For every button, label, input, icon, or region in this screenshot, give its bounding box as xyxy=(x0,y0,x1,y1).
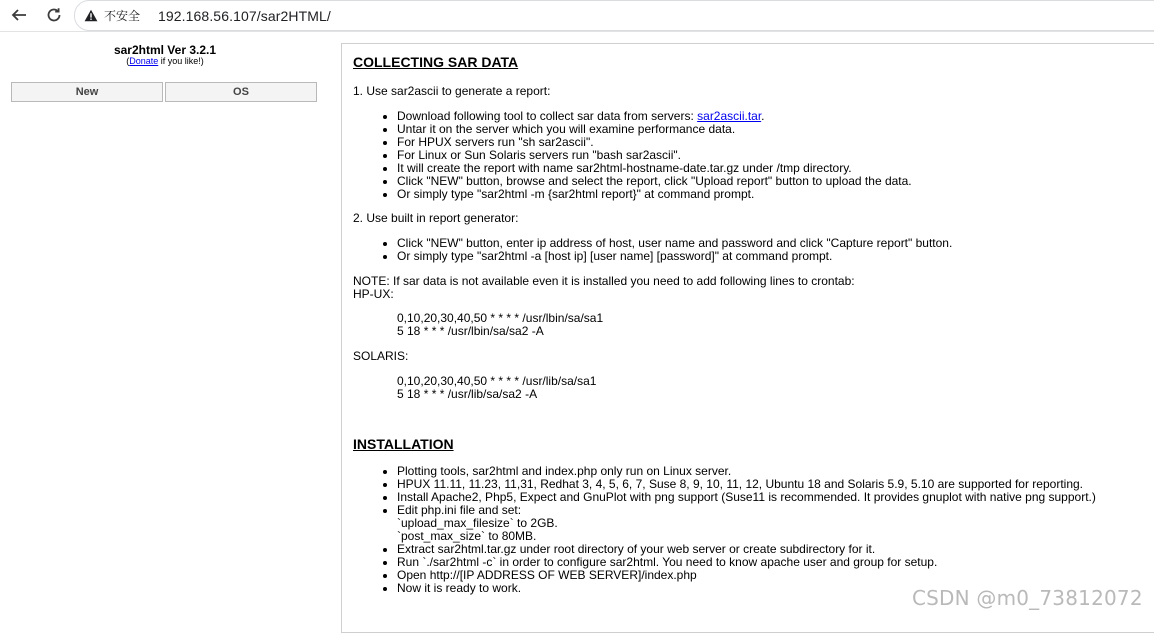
collecting-heading: COLLECTING SAR DATA xyxy=(353,54,519,70)
warning-triangle-icon[interactable] xyxy=(84,9,98,23)
browser-toolbar xyxy=(0,0,1154,32)
step1-list xyxy=(353,110,912,201)
solaris-label: SOLARIS: xyxy=(353,349,409,363)
installation-list xyxy=(353,465,1096,595)
reload-button[interactable] xyxy=(41,3,67,27)
list-item: • Plotting tools, sar2html and index.php only run on Linux server. xyxy=(397,465,1096,478)
list-item: • Edit php.ini file and set: `upload_max_filesize` to 2GB. `post_max_size` to 80MB. xyxy=(397,504,1096,543)
url-text[interactable]: 192.168.56.107/sar2HTML/ xyxy=(158,7,331,24)
back-button[interactable] xyxy=(6,3,32,27)
list-item: • Click "NEW" button, browse and select the report, click "Upload report" button to upload the data. xyxy=(397,175,912,188)
watermark: CSDN @m0_73812072 xyxy=(912,586,1143,610)
installation-heading: INSTALLATION xyxy=(353,436,454,452)
list-item: • It will create the report with name sar2html-hostname-date.tar.gz under /tmp directory. xyxy=(397,162,912,175)
list-item: • Or simply type "sar2html -m {sar2html report}" at command prompt. xyxy=(397,188,912,201)
list-item: • Run `./sar2html -c` in order to configure sar2html. You need to know apache user and group for setup. xyxy=(397,556,1096,569)
list-item: • HPUX 11.11, 11.23, 11,31, Redhat 3, 4, 5, 6, 7, Suse 8, 9, 10, 11, 12, Ubuntu 18 and Solaris 5.9, 5.10 are supported for reporting. xyxy=(397,478,1096,491)
donate-line: (Donate if you like!) xyxy=(126,56,204,66)
app-title: sar2html Ver 3.2.1 xyxy=(113,43,217,57)
solaris-crontab: 0,10,20,30,40,50 * * * * /usr/lib/sa/sa1 5 18 * * * /usr/lib/sa/sa2 -A xyxy=(397,374,597,401)
list-item: • Untar it on the server which you will examine performance data. xyxy=(397,123,912,136)
list-item: • For Linux or Sun Solaris servers run "bash sar2ascii". xyxy=(397,149,912,162)
step1-text: 1. Use sar2ascii to generate a report: xyxy=(353,84,551,98)
donate-link[interactable]: Donate xyxy=(129,56,159,66)
list-item: • Now it is ready to work. xyxy=(397,582,1096,595)
list-item: • Install Apache2, Php5, Expect and GnuPlot with png support (Suse11 is recommended. It provides gnuplot with native png support.) xyxy=(397,491,1096,504)
reload-icon xyxy=(45,6,63,24)
main-panel xyxy=(341,43,1154,633)
security-status-label[interactable]: 不安全 xyxy=(104,9,141,23)
step2-text: 2. Use built in report generator: xyxy=(353,211,519,225)
new-button[interactable]: New xyxy=(11,82,163,102)
list-item: • For HPUX servers run "sh sar2ascii". xyxy=(397,136,912,149)
list-item: • Or simply type "sar2html -a [host ip] [user name] [password]" at command prompt. xyxy=(397,250,952,263)
list-item: • Open http://[IP ADDRESS OF WEB SERVER]/index.php xyxy=(397,569,1096,582)
list-item: • Download following tool to collect sar data from servers: sar2ascii.tar. xyxy=(397,110,912,123)
list-item: • Extract sar2html.tar.gz under root directory of your web server or create subdirectory for it. xyxy=(397,543,1096,556)
step2-list xyxy=(353,237,952,263)
address-bar[interactable] xyxy=(74,0,1154,31)
list-item: • Click "NEW" button, enter ip address of host, user name and password and click "Capture report" button. xyxy=(397,237,952,250)
hpux-label: HP-UX: xyxy=(353,287,394,301)
os-button[interactable]: OS xyxy=(165,82,317,102)
arrow-left-icon xyxy=(10,6,28,24)
hpux-crontab: 0,10,20,30,40,50 * * * * /usr/lbin/sa/sa1 5 18 * * * /usr/lbin/sa/sa2 -A xyxy=(397,311,604,338)
sar2ascii-download-link[interactable]: sar2ascii.tar xyxy=(697,109,762,123)
note-text: NOTE: If sar data is not available even it is installed you need to add following lines to crontab: xyxy=(353,274,855,288)
sidebar xyxy=(0,32,330,618)
